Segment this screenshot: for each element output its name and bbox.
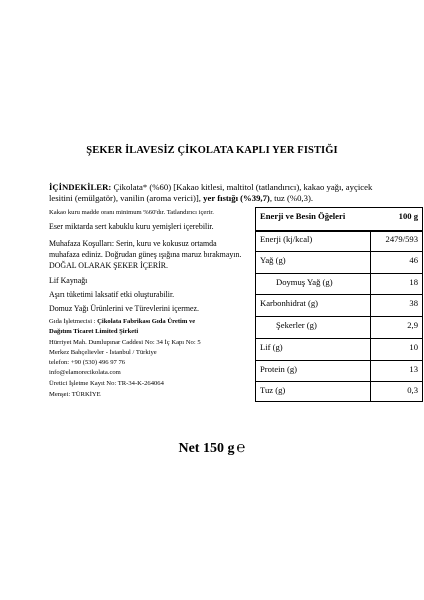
nutrition-label: Enerji (kj/kcal) xyxy=(260,234,313,244)
product-title: ŞEKER İLAVESİZ ÇİKOLATA KAPLI YER FISTIĞI xyxy=(86,145,338,156)
cocoa-note: Kakao kuru madde oranı minimum %60'dır. Tatlandırıcı içerir. xyxy=(49,209,214,216)
nutrition-row-fat xyxy=(256,252,422,274)
allergen-note: Eser miktarda sert kabuklu kuru yemişleri içerebilir. xyxy=(49,222,214,231)
nutrition-label: Tuz (g) xyxy=(260,385,286,395)
nutrition-label: Lif (g) xyxy=(260,342,283,352)
storage-line-2: muhafaza ediniz. Doğrudan güneş ışığına maruz bırakmayın. xyxy=(49,250,242,259)
laxative-note: Aşırı tüketimi laksatif etki oluşturabilir. xyxy=(49,290,175,299)
nutrition-value: 13 xyxy=(409,364,418,374)
nutrition-row-protein xyxy=(256,361,422,382)
nutrition-value: 10 xyxy=(409,342,418,352)
ingredients-end: , tuz (%0,3). xyxy=(269,192,314,203)
net-weight-text: Net 150 g xyxy=(178,441,235,456)
nutrition-header-value: 100 g xyxy=(398,211,418,221)
nutrition-row-carbohydrate xyxy=(256,295,422,317)
company-name-2: Dağıtım Ticaret Limited Şirketi xyxy=(49,328,139,335)
nutrition-label: Protein (g) xyxy=(260,364,297,374)
ingredients-text: Çikolata* (%60) [Kakao kitlesi, maltitol (tatlandırıcı), kakao yağı, ayçicek lesitini (emülgatör), vanilin (aroma verici)], xyxy=(49,182,373,203)
nutrition-row-fiber xyxy=(256,339,422,361)
nutrition-row-salt xyxy=(256,382,422,401)
company-permit: Üretici İşletme Kayıt No: TR-34-K-264064 xyxy=(49,380,164,387)
company-address-2: Merkez Bahçelievler - İstanbul / Türkiye xyxy=(49,349,157,356)
origin: Menşei: TÜRKİYE xyxy=(49,391,101,398)
nutrition-value: 38 xyxy=(409,298,418,308)
company-phone: telefon: +90 (530) 496 97 76 xyxy=(49,359,126,366)
nutrition-label: Karbonhidrat (g) xyxy=(260,298,318,308)
nutrition-value: 46 xyxy=(409,255,418,265)
net-weight xyxy=(0,440,424,457)
company-address-1: Hürriyet Mah. Dumlupınar Caddesi No: 34 İç Kapı No: 5 xyxy=(49,339,201,346)
natural-sugar-note: DOĞAL OLARAK ŞEKER İÇERİR. xyxy=(49,261,168,270)
nutrition-value: 2479/593 xyxy=(385,234,418,244)
ingredients-paragraph xyxy=(49,182,391,204)
nutrition-row-sugars xyxy=(256,317,422,339)
nutrition-value: 2,9 xyxy=(407,320,418,330)
nutrition-value: 18 xyxy=(409,277,418,287)
pork-note: Domuz Yağı Ürünlerini ve Türevlerini içermez. xyxy=(49,304,199,313)
estimated-sign-icon: ℮ xyxy=(236,440,246,456)
ingredients-peanut: yer fıstığı (%39,7) xyxy=(203,192,270,203)
nutrition-table xyxy=(255,207,423,402)
storage-line-1: Muhafaza Koşulları: Serin, kuru ve kokusuz ortamda xyxy=(49,239,217,248)
nutrition-value: 0,3 xyxy=(407,385,418,395)
company-label: Gıda İşletmecisi : xyxy=(49,318,98,325)
nutrition-row-energy xyxy=(256,231,422,252)
company-name-1: Çikolata Fabrikası Gıda Üretim ve xyxy=(97,318,196,325)
nutrition-label: Şekerler (g) xyxy=(276,320,317,330)
fiber-note: Lif Kaynağı xyxy=(49,276,88,285)
company-line-1 xyxy=(49,318,195,325)
nutrition-label: Doymuş Yağ (g) xyxy=(276,277,333,287)
nutrition-row-saturated-fat xyxy=(256,274,422,295)
company-email: info@elamorecikolata.com xyxy=(49,369,121,376)
nutrition-header xyxy=(256,208,422,232)
nutrition-label: Yağ (g) xyxy=(260,255,286,265)
nutrition-header-label: Enerji ve Besin Öğeleri xyxy=(260,211,346,221)
ingredients-label: İÇİNDEKİLER: xyxy=(49,182,112,192)
